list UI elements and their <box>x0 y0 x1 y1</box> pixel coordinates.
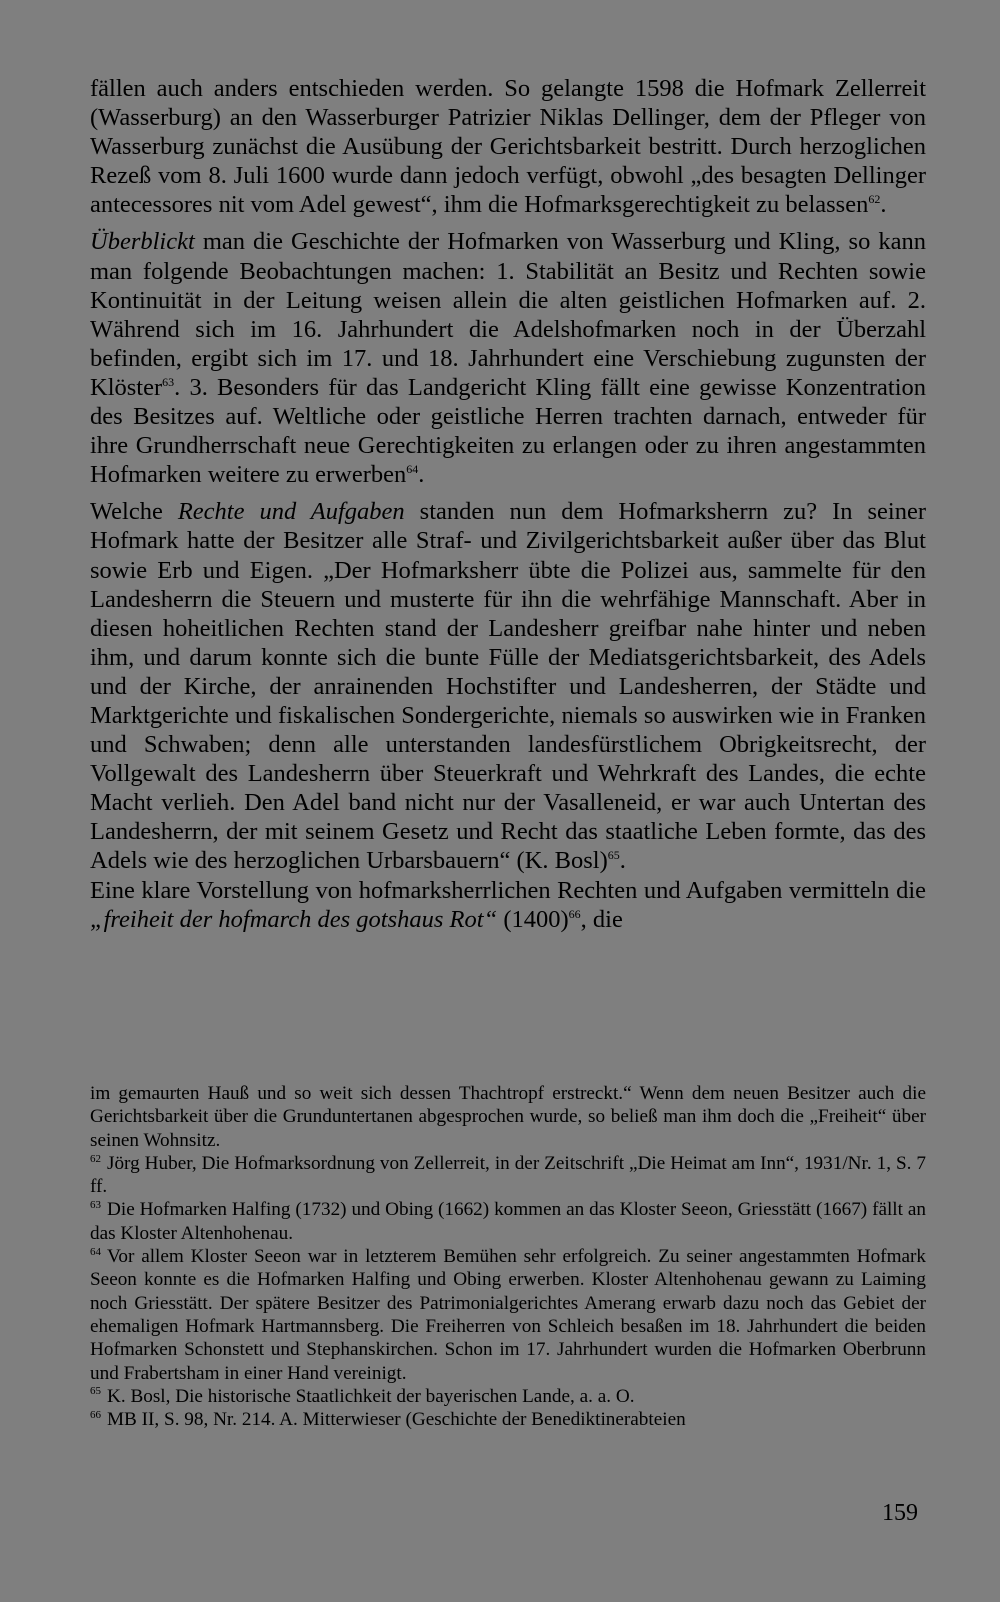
footnote-number: 64 <box>90 1245 101 1258</box>
footnote-62 <box>90 1152 926 1199</box>
paragraph-text: . 3. Besonders für das Landgericht Kling fällt eine gewisse Konzentration des Besitzes auf. Weltliche oder geistliche Herren trachten darnach, entweder für ihre Grundherrschaft neue Gerechtigkeiten zu erlangen oder zu ihren angestammten Hofmarken weitere zu erwerben <box>90 373 926 489</box>
body-text <box>90 74 926 934</box>
paragraph-2 <box>90 227 926 489</box>
footnote-text: K. Bosl, Die historische Staatlichkeit der bayerischen Lande, a. a. O. <box>107 1385 635 1407</box>
paragraph-text: fällen auch anders entschieden werden. So gelangte 1598 die Hofmark Zellerreit (Wasserburg) an den Wasserburger Patrizier Niklas Dellinger, dem der Pfleger von Wasserburg zunächst die Ausübung der Gerichtsbarkeit bestritt. Durch herzoglichen Rezeß vom 8. Juli 1600 wurde dann jedoch verfügt, obwohl „des besagten Dellinger antecessores nit vom Adel gewest“, ihm die Hofmarksgerechtigkeit zu belassen <box>90 75 926 219</box>
paragraph-3 <box>90 497 926 875</box>
page <box>90 74 926 1431</box>
paragraph-tail: . <box>880 191 887 219</box>
paragraph-tail: , die <box>580 905 623 933</box>
footnote-number: 66 <box>90 1408 101 1421</box>
paragraph-text: standen nun dem Hofmarksherrn zu? In seiner Hofmark hatte der Besitzer alle Straf- und Zivilgerichtsbarkeit außer über das Blut sowie Erb und Eigen. „Der Hofmarksherr übte die Polizei aus, sammelte für den Landesherrn die Steuern und musterte für ihn die wehrfähige Mannschaft. Aber in diesen hoheitlichen Rechten stand der Landesherr greifbar nahe hinter und neben ihm, und darum konnte sich die bunte Fülle der Mediatsgerichtsbarkeit, des Adels und der Kirche, der anrainenden Hochstifter und Landesherren, der Städte und Marktgerichte und fiskalischen Sondergerichte, niemals so auswirken wie in Franken und Schwaben; denn alle unterstanden landesfürstlichem Obrigkeitsrecht, der Vollgewalt des Landesherrn über Steuerkraft und Wehrkraft des Landes, die echte Macht verlieh. Den Adel band nicht nur der Vasalleneid, er war auch Untertan des Landesherrn, der mit seinem Gesetz und Recht das staatliche Leben formte, das des Adels wie des herzoglichen Urbarsbauern“ (K. Bosl) <box>90 498 926 875</box>
footnote-64 <box>90 1245 926 1385</box>
emphasis-freiheit-title: „freiheit der hofmarch des gotshaus Rot“ <box>90 905 498 933</box>
footnote-number: 62 <box>90 1152 101 1165</box>
footnote-text: Vor allem Kloster Seeon war in letzterem Bemühen sehr erfolgreich. Zu seiner angestammten Hofmark Seeon konnte es die Hofmarken Halfing und Obing erwerben. Kloster Altenhohenau gewann zu Laiming noch Griesstätt. Der spätere Besitzer des Patrimonialgerichtes Amerang erwarb dazu noch das Gebiet der ehemaligen Hofmark Hartmannsberg. Die Freiherren von Schleich besaßen im 18. Jahrhundert die beiden Hofmarken Schonstett und Stephanskirchen. Schon im 17. Jahrhundert wurden die Hofmarken Oberbrunn und Frabertsham in einer Hand vereinigt. <box>90 1246 926 1384</box>
footnote-number: 63 <box>90 1199 101 1212</box>
footnote-ref-62[interactable]: 62 <box>868 192 881 207</box>
footnotes <box>90 1082 926 1431</box>
footnote-number: 65 <box>90 1385 101 1398</box>
paragraph-text: (1400) <box>497 905 569 933</box>
paragraph-tail: . <box>619 847 626 875</box>
emphasis-ueberblickt: Überblickt <box>90 228 195 256</box>
paragraph-text: Welche <box>90 498 178 526</box>
footnote-66 <box>90 1408 926 1431</box>
paragraph-tail: . <box>418 461 425 489</box>
paragraph-text: man die Geschichte der Hofmarken von Wasserburg und Kling, so kann man folgende Beobachtungen machen: 1. Stabilität an Besitz und Rechten sowie Kontinuität in der Leitung weisen allein die alten geistlichen Hofmarken auf. 2. Während sich im 16. Jahrhundert die Adelshofmarken noch in der Überzahl befinden, ergibt sich im 17. und 18. Jahrhundert eine Verschiebung zugunsten der Klöster <box>90 228 926 401</box>
footnote-continuation: im gemaurten Hauß und so weit sich dessen Thachtropf erstreckt.“ Wenn dem neuen Besitzer auch die Gerichtsbarkeit über die Grunduntertanen abgesprochen wurde, so beließ man ihm doch die „Freiheit“ über seinen Wohnsitz. <box>90 1083 926 1151</box>
page-number: 159 <box>882 1500 918 1526</box>
emphasis-rechte-aufgaben: Rechte und Aufgaben <box>177 498 405 526</box>
footnote-text: MB II, S. 98, Nr. 214. A. Mitterwieser (Geschichte der Benediktinerabteien <box>107 1409 686 1431</box>
footnote-text: Jörg Huber, Die Hofmarksordnung von Zellerreit, in der Zeitschrift „Die Heimat am Inn“, 1931/Nr. 1, S. 7 ff. <box>90 1152 926 1198</box>
footnote-63 <box>90 1198 926 1245</box>
footnote-ref-65[interactable]: 65 <box>607 848 620 863</box>
footnote-ref-66[interactable]: 66 <box>568 906 581 921</box>
paragraph-text: Eine klare Vorstellung von hofmarksherrlichen Rechten und Aufgaben vermitteln die <box>90 876 926 904</box>
footnote-text: Die Hofmarken Halfing (1732) und Obing (1662) kommen an das Kloster Seeon, Griesstätt (1667) fällt an das Kloster Altenhohenau. <box>90 1199 926 1244</box>
paragraph-4 <box>90 876 926 934</box>
footnote-65 <box>90 1385 926 1408</box>
footnote-ref-63[interactable]: 63 <box>162 374 175 389</box>
footnote-ref-64[interactable]: 64 <box>406 462 419 477</box>
paragraph-1 <box>90 74 926 219</box>
